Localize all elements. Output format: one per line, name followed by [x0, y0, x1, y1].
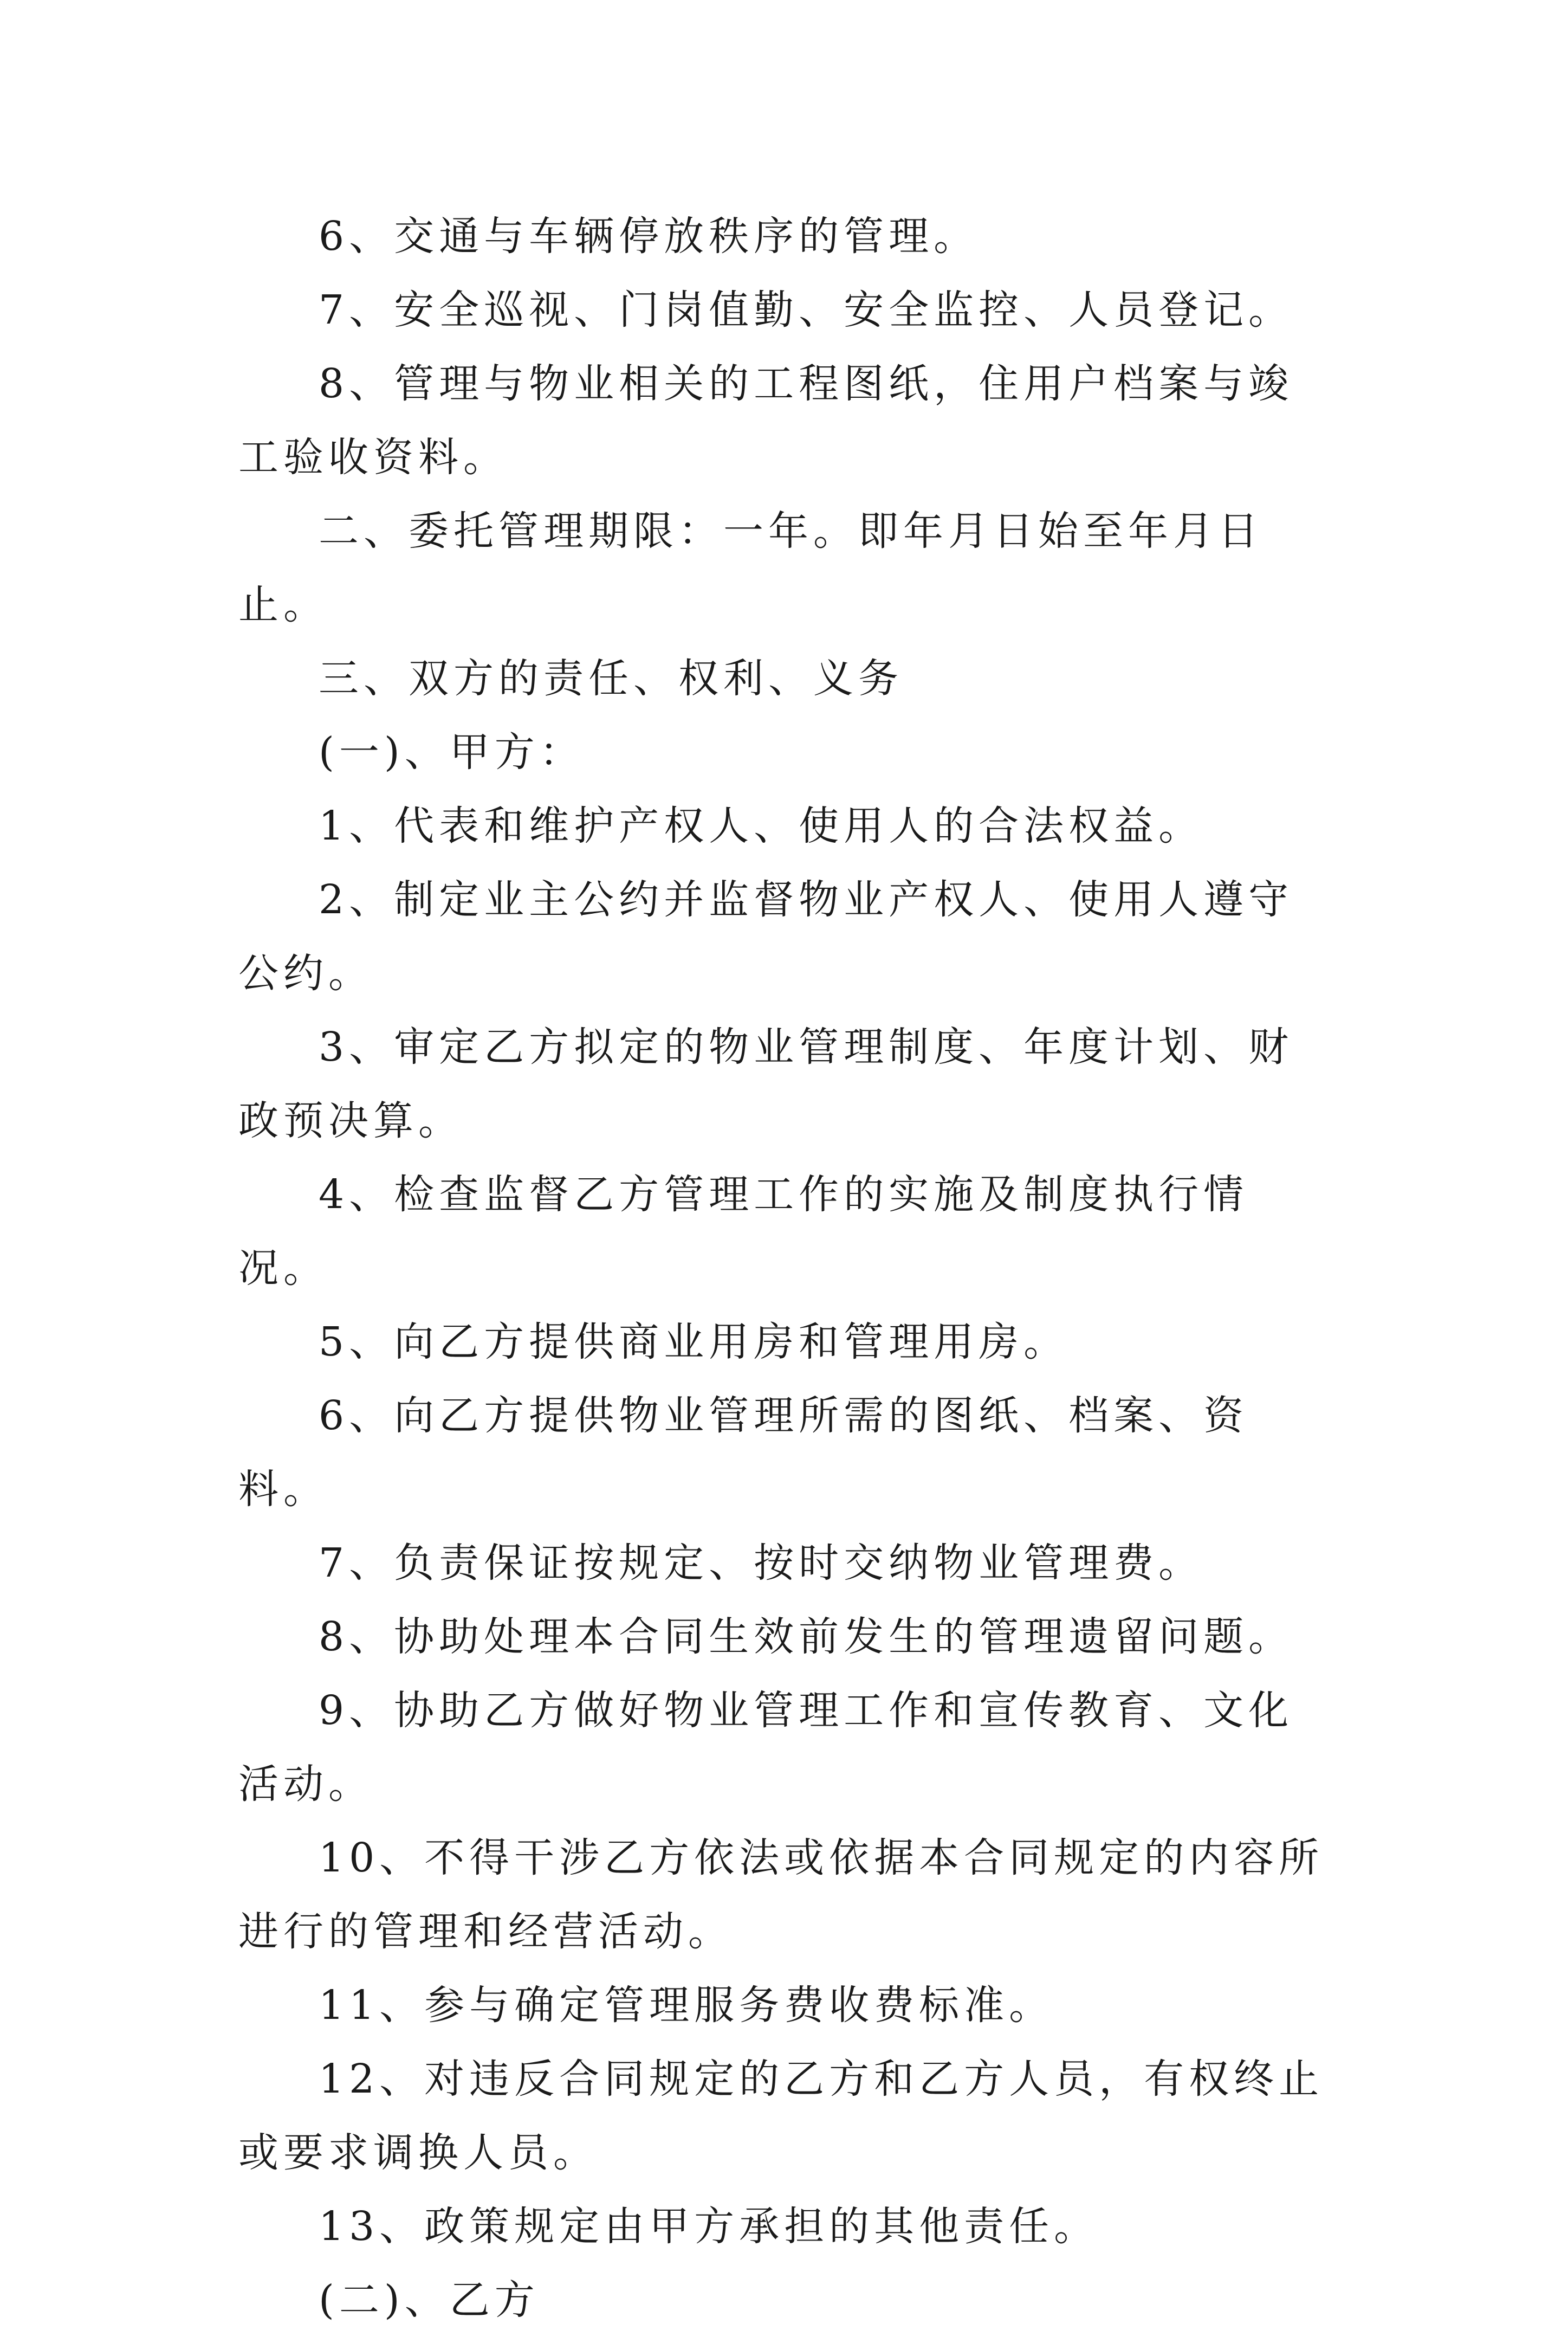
paragraph: 1、代表和维护产权人、使用人的合法权益。 — [319, 803, 1204, 849]
paragraph: 8、协助处理本合同生效前发生的管理遗留问题。 — [319, 1613, 1294, 1660]
paragraph: 13、政策规定由甲方承担的其他责任。 — [319, 2203, 1099, 2250]
paragraph: 2、制定业主公约并监督物业产权人、使用人遵守公约。 — [238, 876, 1294, 997]
section-heading: 二、委托管理期限：一年。即年月日始至年月日止。 — [238, 508, 1263, 628]
paragraph: 7、负责保证按规定、按时交纳物业管理费。 — [319, 1540, 1204, 1586]
section-heading: 三、双方的责任、权利、义务 — [319, 655, 903, 702]
paragraph: 6、向乙方提供物业管理所需的图纸、档案、资料。 — [238, 1392, 1249, 1513]
paragraph: 7、安全巡视、门岗值勤、安全监控、人员登记。 — [319, 287, 1294, 333]
subsection-heading: (二)、乙方 — [319, 2277, 540, 2323]
paragraph: 4、检查监督乙方管理工作的实施及制度执行情况。 — [238, 1171, 1249, 1292]
subsection-heading: (一)、甲方： — [319, 729, 585, 776]
paragraph: 3、审定乙方拟定的物业管理制度、年度计划、财政预决算。 — [238, 1024, 1294, 1144]
document-body — [238, 199, 1338, 2337]
paragraph: 8、管理与物业相关的工程图纸，住用户档案与竣工验收资料。 — [238, 360, 1294, 481]
paragraph: 10、不得干涉乙方依法或依据本合同规定的内容所进行的管理和经营活动。 — [238, 1835, 1324, 1955]
paragraph: 12、对违反合同规定的乙方和乙方人员，有权终止或要求调换人员。 — [238, 2056, 1324, 2176]
paragraph: 11、参与确定管理服务费收费标准。 — [319, 1982, 1054, 2029]
paragraph: 6、交通与车辆停放秩序的管理。 — [319, 213, 979, 260]
paragraph: 9、协助乙方做好物业管理工作和宣传教育、文化活动。 — [238, 1687, 1294, 1807]
paragraph: 5、向乙方提供商业用房和管理用房。 — [319, 1319, 1069, 1365]
